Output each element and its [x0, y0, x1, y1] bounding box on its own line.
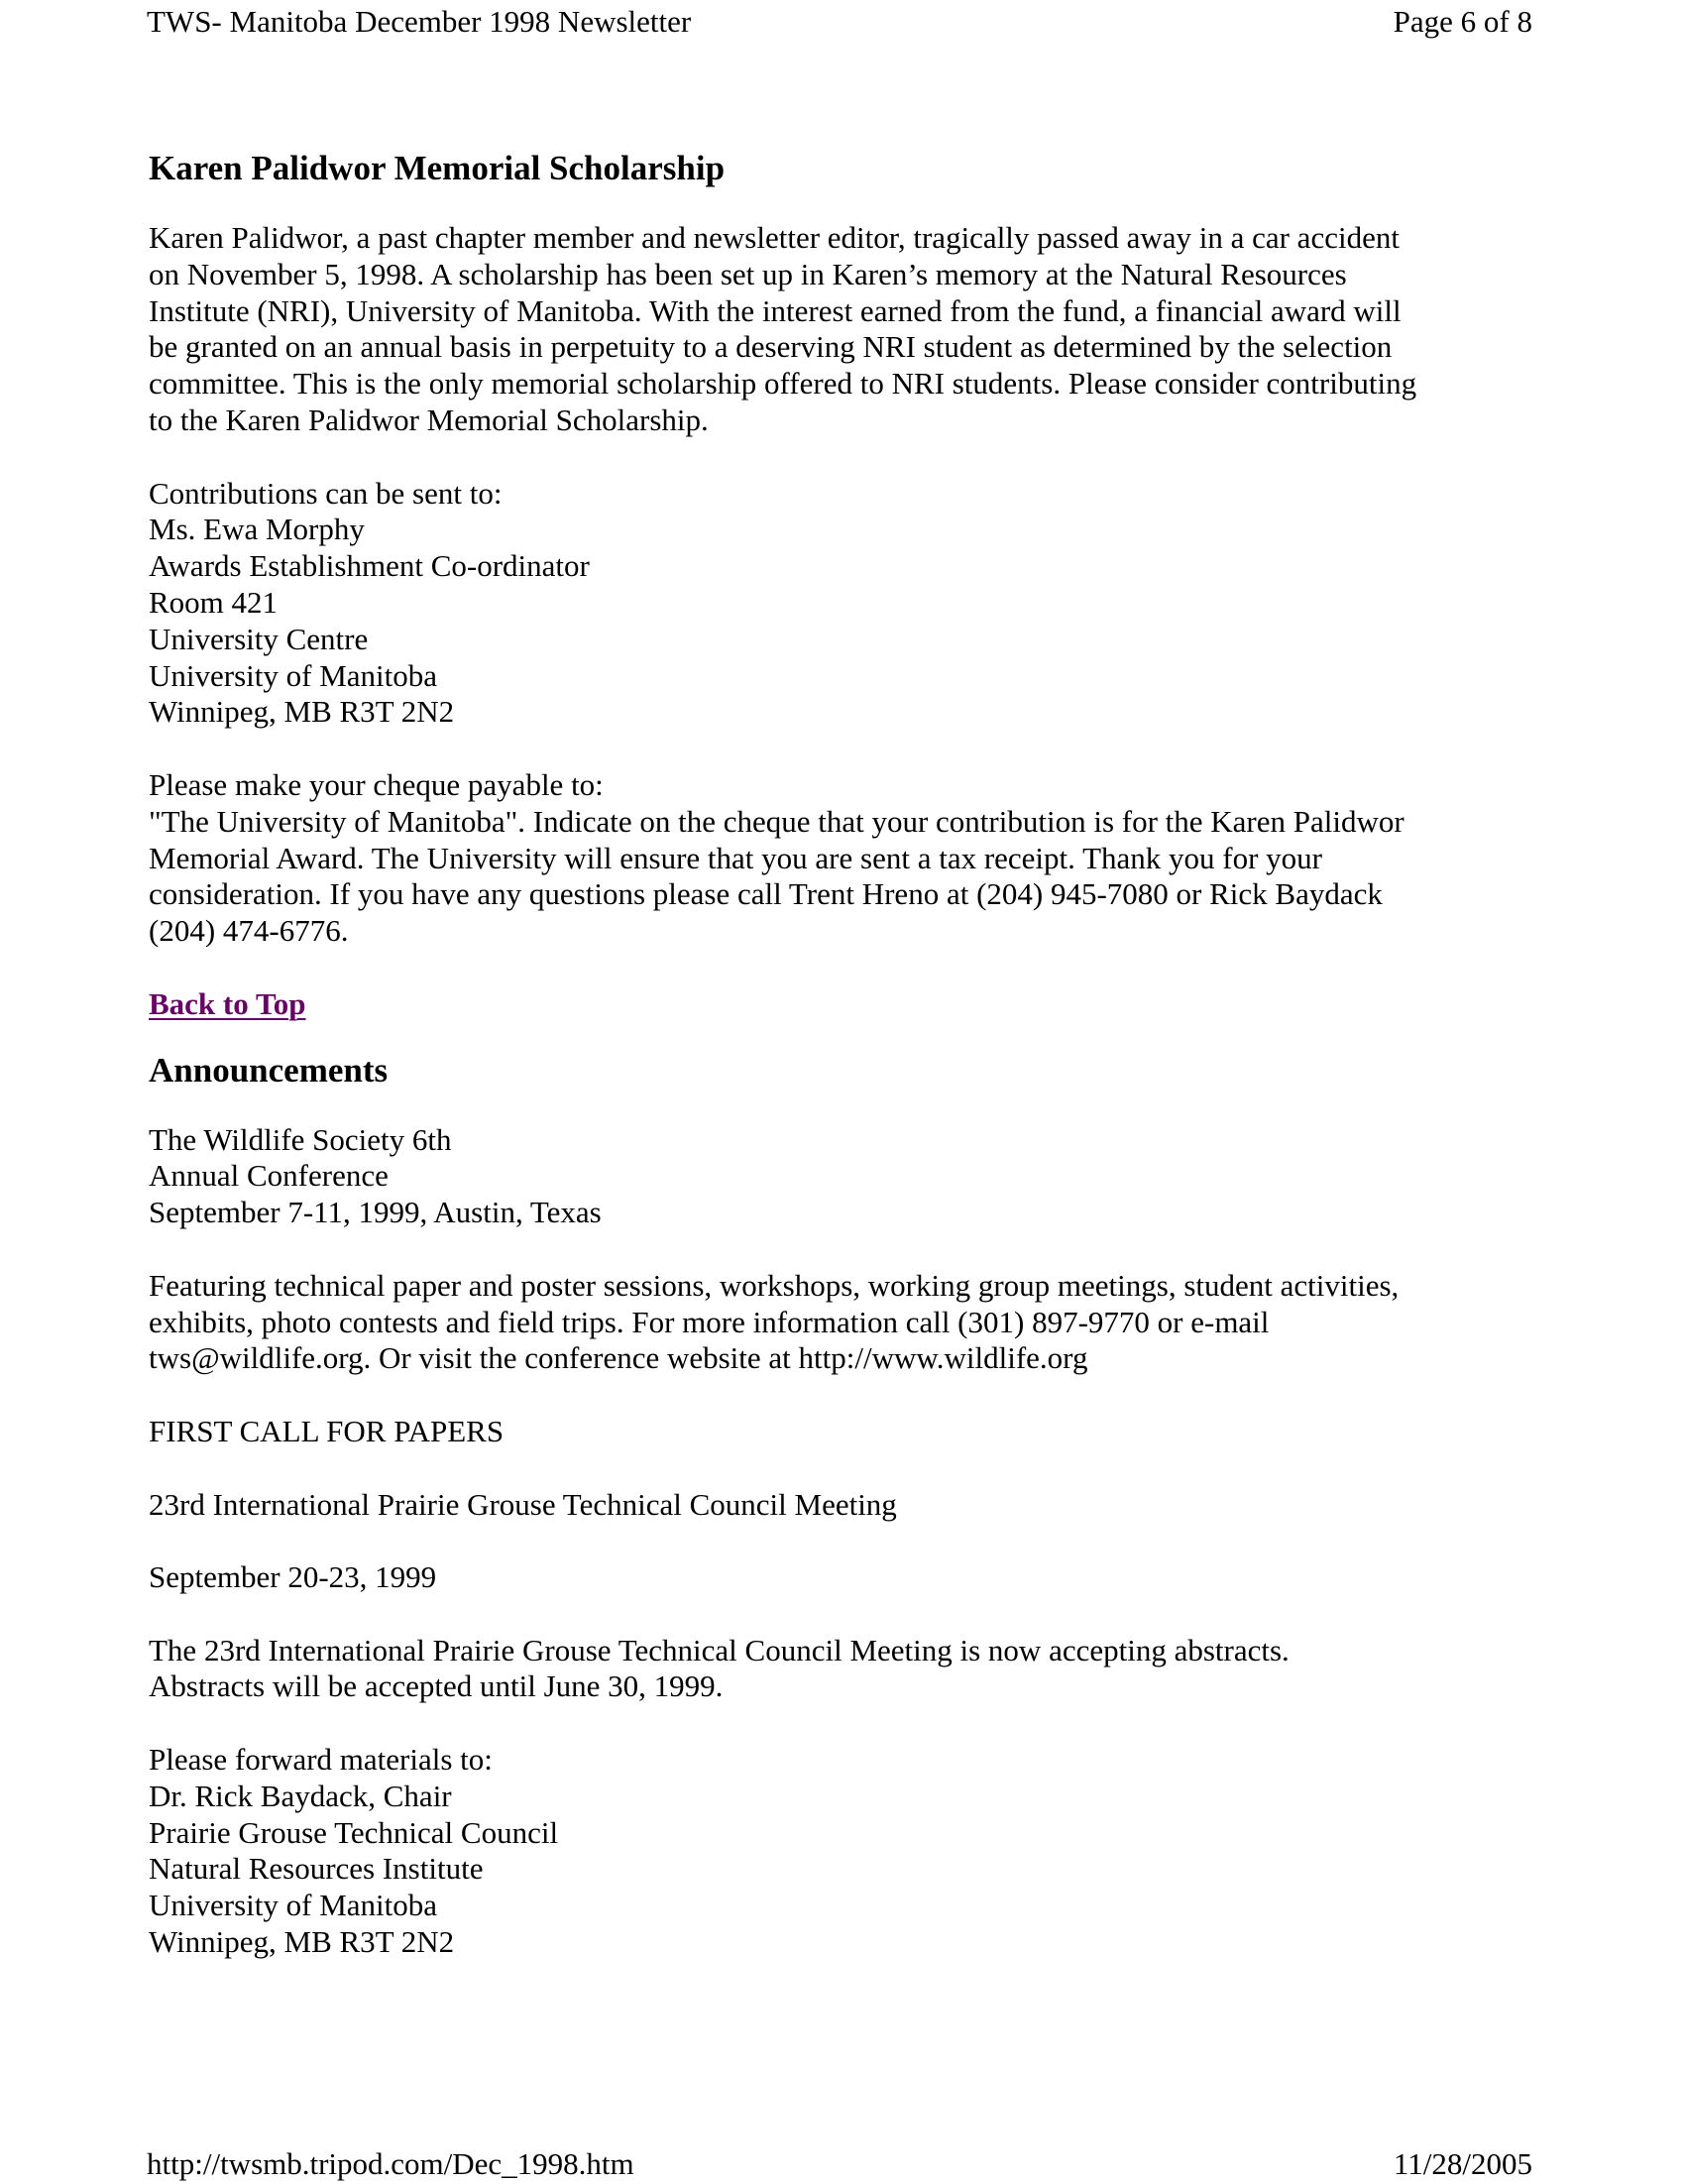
text-line: "The University of Manitoba". Indicate on the cheque that your contribution is for the Karen Palidwor — [149, 803, 1404, 839]
address-line: Winnipeg, MB R3T 2N2 — [149, 1924, 455, 1960]
text-line: Memorial Award. The University will ensure that you are sent a tax receipt. Thank you for your — [149, 840, 1323, 875]
address-line: University Centre — [149, 621, 369, 656]
address-line: University of Manitoba — [149, 1888, 438, 1923]
meeting-dates: September 20-23, 1999 — [149, 1559, 437, 1595]
featuring-paragraph — [149, 1268, 1536, 1377]
abstracts-paragraph — [149, 1633, 1536, 1706]
source-url: http://twsmb.tripod.com/Dec_1998.htm — [147, 2146, 634, 2181]
address-line: Dr. Rick Baydack, Chair — [149, 1778, 452, 1813]
text-line: Abstracts will be accepted until June 30, 1999. — [149, 1668, 724, 1704]
text-line: tws@wildlife.org. Or visit the conference website at http://www.wildlife.org — [149, 1340, 1088, 1376]
text-line: be granted on an annual basis in perpetuity to a deserving NRI student as determined by the selection — [149, 329, 1393, 365]
text-line: exhibits, photo contests and field trips. For more information call (301) 897-9770 or e-mail — [149, 1304, 1270, 1339]
call-for-papers: FIRST CALL FOR PAPERS — [149, 1413, 505, 1448]
text-line: The Wildlife Society 6th — [149, 1121, 452, 1157]
address-line: Room 421 — [149, 584, 279, 620]
contribution-address-block — [149, 476, 1536, 732]
back-to-top-row — [149, 986, 1536, 1023]
cheque-paragraph — [149, 767, 1536, 950]
forward-address-block — [149, 1742, 1536, 1961]
text-line: Karen Palidwor, a past chapter member and newsletter editor, tragically passed away in a car accident — [149, 220, 1400, 255]
page-header — [147, 2, 1532, 42]
text-line: (204) 474-6776. — [149, 913, 349, 949]
announcements-heading: Announcements — [149, 1050, 389, 1090]
text-line: September 7-11, 1999, Austin, Texas — [149, 1195, 602, 1230]
address-line: Winnipeg, MB R3T 2N2 — [149, 694, 455, 730]
text-line: The 23rd International Prairie Grouse Technical Council Meeting is now accepting abstracts. — [149, 1632, 1290, 1667]
newsletter-title: TWS- Manitoba December 1998 Newsletter — [147, 4, 692, 39]
print-date: 11/28/2005 — [1393, 2146, 1532, 2181]
newsletter-content — [149, 147, 1536, 1998]
text-line: Featuring technical paper and poster sessions, workshops, working group meetings, student activities, — [149, 1267, 1400, 1303]
address-line: University of Manitoba — [149, 657, 438, 693]
text-line: consideration. If you have any questions please call Trent Hreno at (204) 945-7080 or Rick Baydack — [149, 876, 1383, 912]
text-line: committee. This is the only memorial scholarship offered to NRI students. Please consider contributing — [149, 366, 1417, 402]
address-line: Prairie Grouse Technical Council — [149, 1814, 559, 1850]
address-line: Natural Resources Institute — [149, 1851, 484, 1887]
text-line: Annual Conference — [149, 1158, 389, 1194]
scholarship-intro-paragraph — [149, 220, 1536, 439]
address-line: Please forward materials to: — [149, 1742, 493, 1778]
back-to-top-link[interactable]: Back to Top — [149, 985, 306, 1021]
page-number: Page 6 of 8 — [1393, 4, 1532, 39]
page-footer — [147, 2144, 1532, 2184]
address-line: Awards Establishment Co-ordinator — [149, 548, 590, 584]
text-line: on November 5, 1998. A scholarship has been set up in Karen’s memory at the Natural Resources — [149, 256, 1347, 291]
text-line: Please make your cheque payable to: — [149, 766, 604, 802]
address-line: Contributions can be sent to: — [149, 475, 503, 511]
text-line: Institute (NRI), University of Manitoba. With the interest earned from the fund, a financial award will — [149, 292, 1402, 328]
text-line: to the Karen Palidwor Memorial Scholarship. — [149, 402, 709, 437]
conference-block — [149, 1122, 1536, 1231]
address-line: Ms. Ewa Morphy — [149, 512, 365, 547]
scholarship-heading: Karen Palidwor Memorial Scholarship — [149, 149, 726, 187]
meeting-name: 23rd International Prairie Grouse Technical Council Meeting — [149, 1486, 897, 1522]
